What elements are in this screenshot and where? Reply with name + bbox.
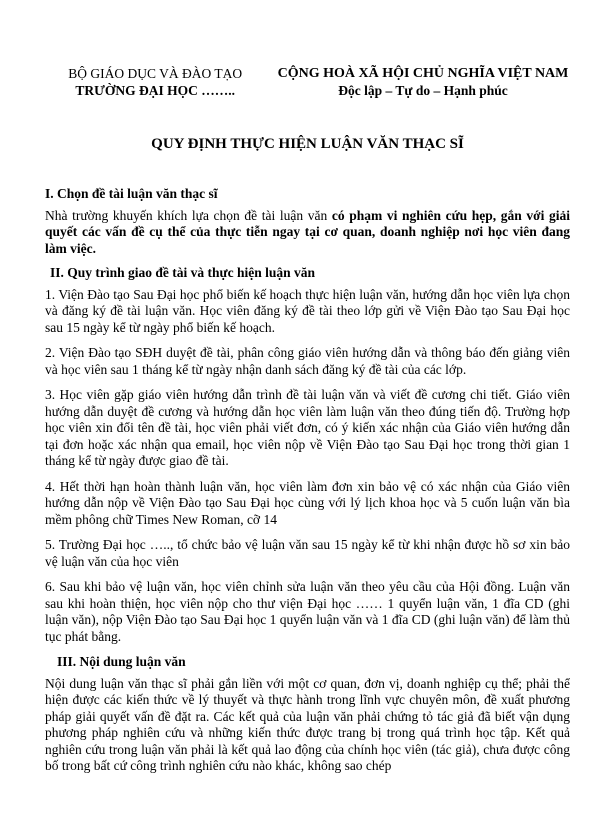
- ministry-name: BỘ GIÁO DỤC VÀ ĐÀO TẠO: [68, 66, 243, 81]
- procedure-item-3: 3. Học viên gặp giáo viên hướng dẫn trình đề tài luận văn và viết đề cương chi tiết. Giáo viên hướng dẫn duyệt đề cương và hướng dẫn học viên làm luận văn theo đúng tiến độ. Trường hợp học viên xin đổi tên đề tài, học viên phải viết đơn, có ý kiến xác nhận của Giáo viên hướng dẫn tại đơn hoặc xác nhận qua email, học viên nộp về Viện Đào tạo Sau Đại học trong thời gian 1 tháng kể từ ngày được giao đề tài.: [45, 387, 570, 468]
- procedure-item-2: 2. Viện Đào tạo SĐH duyệt đề tài, phân công giáo viên hướng dẫn và thông báo đến giảng viên và học viên sau 1 tháng kể từ ngày nhận danh sách đăng ký đề tài của các lớp.: [45, 345, 570, 377]
- letterhead-organization: [45, 66, 266, 99]
- letterhead-national: [276, 66, 570, 99]
- section-1-intro-bold: có phạm vi nghiên cứu hẹp, gắn với giải quyết các vấn đề cụ thể của thực tiễn ngay tại cơ quan, doanh nghiệp nơi học viên đang làm việc.: [45, 207, 571, 256]
- procedure-item-6: 6. Sau khi bảo vệ luận văn, học viên chỉnh sửa luận văn theo yêu cầu của Hội đồng. Luận văn sau khi hoàn thiện, học viên nộp cho thư viện Đại học …… 1 quyển luận văn, 1 đĩa CD (ghi luận văn), nộp Viện Đào tạo Sau Đại học 1 quyển luận văn và 1 đĩa CD (ghi luận văn) để làm thủ tục phát bằng.: [45, 579, 570, 644]
- section-1-paragraph: [45, 208, 570, 258]
- section-2-heading: II. Quy trình giao đề tài và thực hiện luận văn: [50, 265, 316, 280]
- section-1-heading: I. Chọn đề tài luận văn thạc sĩ: [45, 186, 218, 201]
- procedure-item-1: 1. Viện Đào tạo Sau Đại học phổ biến kế hoạch thực hiện luận văn, hướng dẫn học viên lựa chọn và đăng ký đề tài luận văn. Học viên đăng ký đề tài theo lớp gửi về Viện Đào tạo Sau Đại học sau 15 ngày kể từ ngày phổ biến kế hoạch.: [45, 286, 570, 335]
- section-1-intro-plain: Nhà trường khuyến khích lựa chọn đề tài luận văn: [45, 207, 328, 223]
- section-2-items: [45, 287, 570, 646]
- letterhead: [45, 66, 570, 99]
- section-3-paragraph: Nội dung luận văn thạc sĩ phải gắn liền với một cơ quan, đơn vị, doanh nghiệp cụ thể; phải thể hiện được các kiến thức về lý thuyết và thực hành trong lĩnh vực chuyên môn, đề xuất phương pháp giải quyết vấn đề đặt ra. Các kết quả của luận văn phải chứng tỏ tác giả đã biết vận dụng phương pháp nghiên cứu và những kiến thức được trang bị trong quá trình học tập. Kết quả nghiên cứu trong luận văn phải là kết quả lao động của chính học viên (tác giả), chưa được công bố trong bất cứ công trình nghiên cứu nào khác, không sao chép: [45, 675, 570, 773]
- university-name: TRƯỜNG ĐẠI HỌC ……..: [75, 82, 236, 98]
- country-name: CỘNG HOÀ XÃ HỘI CHỦ NGHĨA VIỆT NAM: [277, 66, 569, 81]
- document-title: QUY ĐỊNH THỰC HIỆN LUẬN VĂN THẠC SĨ: [151, 136, 464, 152]
- section-3-heading: III. Nội dung luận văn: [57, 654, 186, 669]
- national-motto: Độc lập – Tự do – Hạnh phúc: [338, 82, 508, 98]
- procedure-item-4: 4. Hết thời hạn hoàn thành luận văn, học viên làm đơn xin bảo vệ có xác nhận của Giáo viên hướng dẫn nộp về Viện Đào tạo Sau Đại học cùng với lý lịch khoa học và 5 cuốn luận văn bìa mềm phông chữ Times New Roman, cỡ 14: [45, 478, 570, 527]
- procedure-item-5: 5. Trường Đại học ….., tổ chức bảo vệ luận văn sau 15 ngày kể từ khi nhận được hồ sơ xin bảo vệ luận văn của học viên: [45, 537, 570, 569]
